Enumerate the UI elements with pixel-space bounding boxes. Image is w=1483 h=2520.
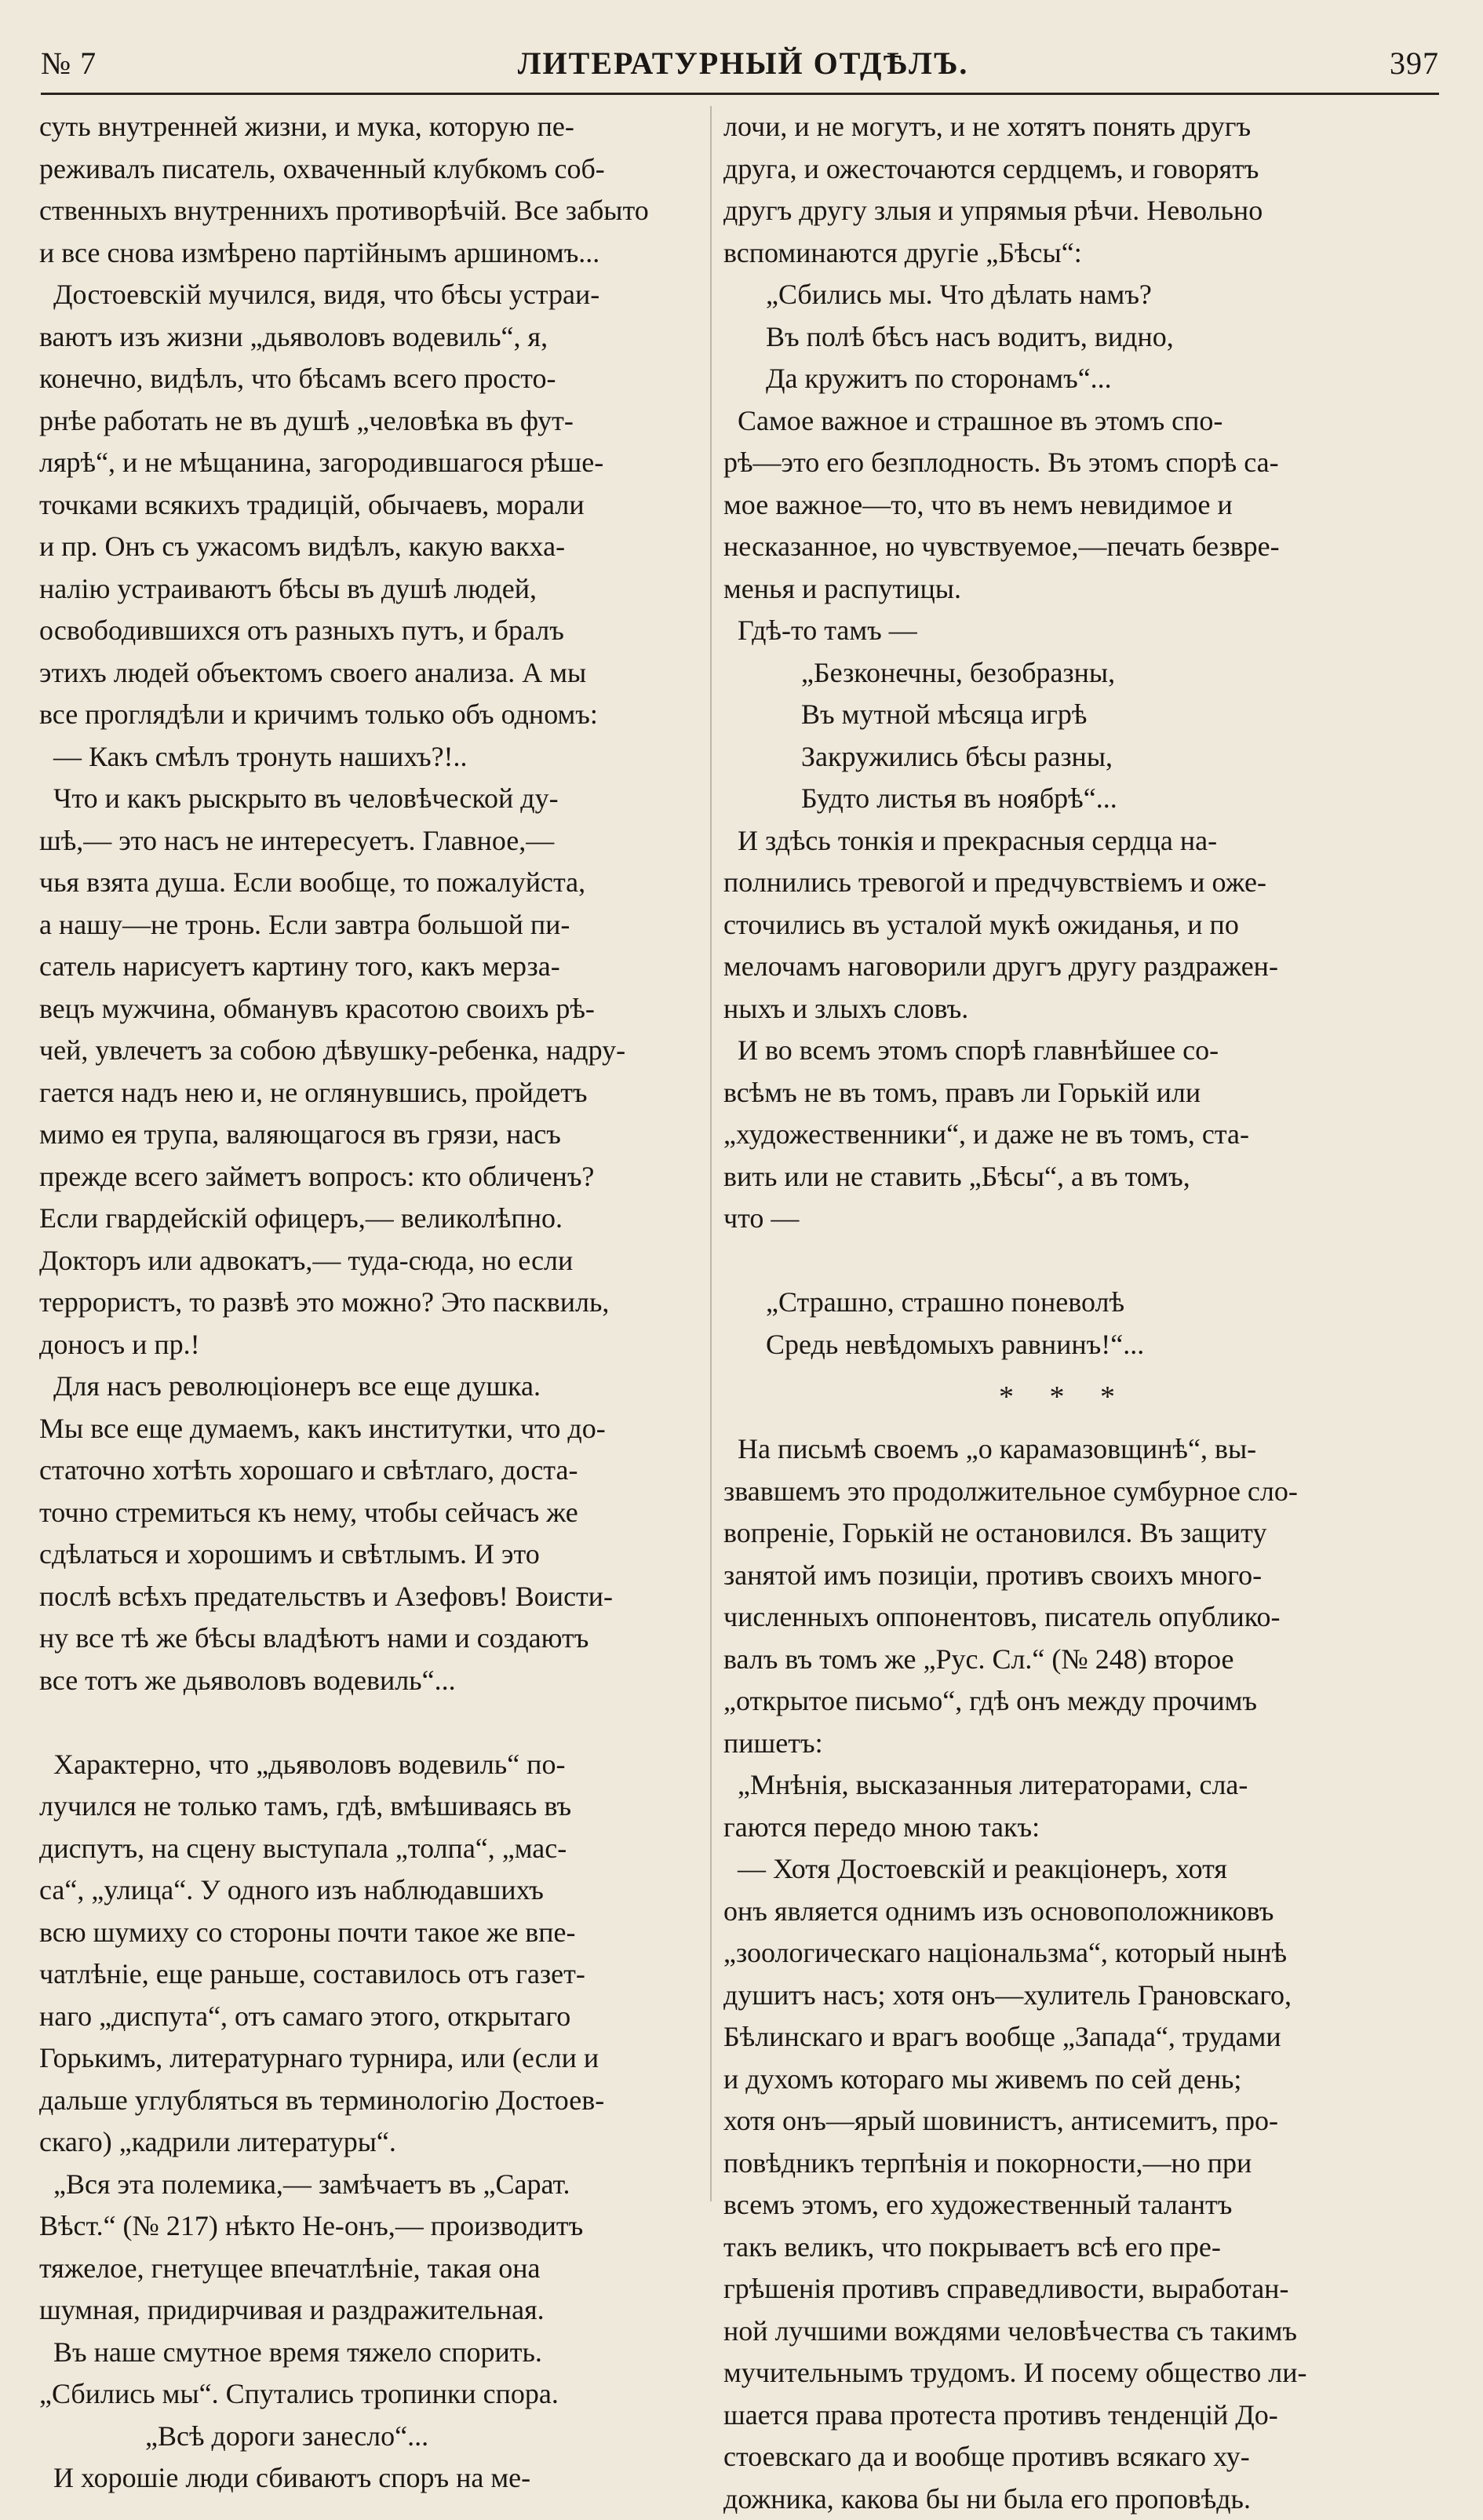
header-rule [41, 93, 1439, 95]
text-line: „Сбились мы“. Спутались тропинки спора. [39, 2373, 697, 2416]
right-column [723, 106, 1405, 2520]
text-line: террористъ, то развѣ это можно? Это пасквиль, [39, 1282, 697, 1324]
text-line: этихъ людей объектомъ своего анализа. А мы [39, 652, 697, 695]
text-line: „Всѣ дороги занесло“... [39, 2416, 697, 2458]
text-line: занятой имъ позиціи, противъ своихъ много- [723, 1555, 1405, 1597]
text-line: Мы все еще думаемъ, какъ институтки, что до- [39, 1408, 697, 1450]
text-line: точно стремиться къ нему, чтобы сейчасъ же [39, 1492, 697, 1534]
text-line: пишетъ: [723, 1723, 1405, 1765]
text-line: всемъ этомъ, его художественный талантъ [723, 2184, 1405, 2226]
text-line: ныхъ и злыхъ словъ. [723, 988, 1405, 1030]
text-line: гается надъ нею и, не оглянувшись, пройдетъ [39, 1072, 697, 1114]
text-line: хотя онъ—ярый шовинистъ, антисемитъ, про- [723, 2100, 1405, 2143]
text-line: дожника, какова бы ни была его проповѣдь. [723, 2478, 1405, 2520]
text-line: вспоминаются другіе „Бѣсы“: [723, 232, 1405, 275]
text-line: мимо ея трупа, валяющагося въ грязи, насъ [39, 1114, 697, 1156]
text-line: Для насъ революціонеръ все еще душка. [39, 1366, 697, 1408]
text-line: Что и какъ рыскрыто въ человѣческой ду- [39, 778, 697, 820]
text-line: такъ великъ, что покрываетъ всѣ его пре- [723, 2226, 1405, 2269]
text-line: И здѣсь тонкія и прекрасныя сердца на- [723, 820, 1405, 862]
column-divider [710, 106, 712, 2201]
text-line: чатлѣніе, еще раньше, составилось отъ газет- [39, 1953, 697, 1996]
right-column-bottom [723, 1428, 1405, 2520]
text-line: скаго) „кадрили литературы“. [39, 2121, 697, 2164]
text-line: „Сбились мы. Что дѣлать намъ? [723, 274, 1405, 316]
text-line: все проглядѣли и кричимъ только объ одномъ: [39, 694, 697, 736]
text-line: сатель нарисуетъ картину того, какъ мерза- [39, 946, 697, 988]
text-line: несказанное, но чувствуемое,—печать безвре- [723, 526, 1405, 568]
page-number: 397 [1390, 45, 1439, 82]
text-line: Да кружитъ по сторонамъ“... [723, 358, 1405, 400]
text-line: статочно хотѣть хорошаго и свѣтлаго, доста- [39, 1450, 697, 1492]
text-line: ной лучшими вождями человѣчества съ такимъ [723, 2310, 1405, 2353]
text-line: рнѣе работать не въ душѣ „человѣка въ фут- [39, 400, 697, 443]
right-column-top [723, 106, 1405, 1366]
text-line: На письмѣ своемъ „о карамазовщинѣ“, вы- [723, 1428, 1405, 1471]
text-line: „Страшно, страшно поневолѣ [723, 1282, 1405, 1324]
text-line: реживалъ писатель, охваченный клубкомъ соб- [39, 148, 697, 191]
section-separator: * * * [723, 1366, 1405, 1428]
text-line: Закружились бѣсы разны, [723, 736, 1405, 779]
text-line: суть внутренней жизни, и мука, которую пе- [39, 106, 697, 148]
text-line: Въ наше смутное время тяжело спорить. [39, 2332, 697, 2374]
text-line: Горькимъ, литературнаго турнира, или (если и [39, 2037, 697, 2080]
text-line: налію устраиваютъ бѣсы въ душѣ людей, [39, 568, 697, 611]
text-line: Гдѣ-то тамъ — [723, 610, 1405, 652]
text-line: другъ другу злыя и упрямыя рѣчи. Невольно [723, 190, 1405, 232]
text-line: онъ является однимъ изъ основоположниковъ [723, 1891, 1405, 1933]
text-line: сдѣлаться и хорошимъ и свѣтлымъ. И это [39, 1534, 697, 1576]
text-line: Въ полѣ бѣсъ насъ водитъ, видно, [723, 316, 1405, 359]
issue-number: № 7 [41, 45, 97, 82]
text-line: мучительнымъ трудомъ. И посему общество ли- [723, 2352, 1405, 2394]
text-line: — Хотя Достоевскій и реакціонеръ, хотя [723, 1848, 1405, 1891]
text-line: вецъ мужчина, обманувъ красотою своихъ рѣ- [39, 988, 697, 1030]
running-header [41, 39, 1439, 86]
left-column [39, 106, 697, 2500]
text-line: „зоологическаго національзма“, который нынѣ [723, 1932, 1405, 1975]
text-line: полнились тревогой и предчувствіемъ и оже- [723, 862, 1405, 904]
text-line: стоевскаго да и вообще противъ всякаго ху- [723, 2436, 1405, 2478]
text-line: Будто листья въ ноябрѣ“... [723, 778, 1405, 820]
text-line: лярѣ“, и не мѣщанина, загородившагося рѣше- [39, 442, 697, 484]
text-line: шается права протеста противъ тенденцій До- [723, 2394, 1405, 2437]
text-line: гаются передо мною такъ: [723, 1807, 1405, 1849]
text-line: „художественники“, и даже не въ томъ, ста- [723, 1114, 1405, 1156]
text-line: и пр. Онъ съ ужасомъ видѣлъ, какую вакха- [39, 526, 697, 568]
text-line: Бѣлинскаго и врагъ вообще „Запада“, трудами [723, 2016, 1405, 2059]
text-line: „Безконечны, безобразны, [723, 652, 1405, 695]
text-line: Докторъ или адвокатъ,— туда-сюда, но если [39, 1240, 697, 1282]
text-line: повѣдникъ терпѣнія и покорности,—но при [723, 2143, 1405, 2185]
text-line: И во всемъ этомъ спорѣ главнѣйшее со- [723, 1030, 1405, 1072]
text-line: а нашу—не тронь. Если завтра большой пи- [39, 904, 697, 946]
text-line: рѣ—это его безплодность. Въ этомъ спорѣ са- [723, 442, 1405, 484]
text-line: Въ мутной мѣсяца игрѣ [723, 694, 1405, 736]
text-line: грѣшенія противъ справедливости, выработан- [723, 2268, 1405, 2310]
text-line: мое важное—то, что въ немъ невидимое и [723, 484, 1405, 527]
text-line: душитъ насъ; хотя онъ—хулитель Грановскаго, [723, 1975, 1405, 2017]
text-line: точками всякихъ традицій, обычаевъ, морали [39, 484, 697, 527]
text-line: шумная, придирчивая и раздражительная. [39, 2289, 697, 2332]
text-line: Если гвардейскій офицеръ,— великолѣпно. [39, 1198, 697, 1240]
text-line: Самое важное и страшное въ этомъ спо- [723, 400, 1405, 443]
text-line: „Мнѣнія, высказанныя литераторами, сла- [723, 1764, 1405, 1807]
text-line: сточились въ усталой мукѣ ожиданья, и по [723, 904, 1405, 946]
text-line: вить или не ставить „Бѣсы“, а въ томъ, [723, 1156, 1405, 1198]
text-line: „Вся эта полемика,— замѣчаетъ въ „Сарат. [39, 2164, 697, 2206]
text-line: и все снова измѣрено партійнымъ аршиномъ... [39, 232, 697, 275]
text-line: вопреніе, Горькій не остановился. Въ защиту [723, 1512, 1405, 1555]
text-line: Достоевскій мучился, видя, что бѣсы устраи- [39, 274, 697, 316]
text-line [723, 1240, 1405, 1282]
section-title: ЛИТЕРАТУРНЫЙ ОТДѢЛЪ. [518, 45, 969, 82]
text-line: тяжелое, гнетущее впечатлѣніе, такая она [39, 2248, 697, 2290]
text-line: ну все тѣ же бѣсы владѣютъ нами и создаютъ [39, 1617, 697, 1660]
text-line: численныхъ оппонентовъ, писатель опублико- [723, 1596, 1405, 1639]
text-line: Средь невѣдомыхъ равнинъ!“... [723, 1324, 1405, 1366]
text-line: И хорошіе люди сбиваютъ споръ на ме- [39, 2457, 697, 2500]
text-line: освободившихся отъ разныхъ путъ, и бралъ [39, 610, 697, 652]
text-line: ваютъ изъ жизни „дьяволовъ водевиль“, я, [39, 316, 697, 359]
text-line: послѣ всѣхъ предательствъ и Азефовъ! Воисти- [39, 1576, 697, 1618]
text-line: мелочамъ наговорили другъ другу раздражен- [723, 946, 1405, 988]
text-line: ственныхъ внутреннихъ противорѣчій. Все забыто [39, 190, 697, 232]
text-line: прежде всего займетъ вопросъ: кто обличенъ? [39, 1156, 697, 1198]
text-line: наго „диспута“, отъ самаго этого, открытаго [39, 1996, 697, 2038]
text-line: Характерно, что „дьяволовъ водевиль“ по- [39, 1744, 697, 1786]
text-line: са“, „улица“. У одного изъ наблюдавшихъ [39, 1869, 697, 1912]
text-line: лучился не только тамъ, гдѣ, вмѣшиваясь въ [39, 1785, 697, 1828]
text-line: чья взята душа. Если вообще, то пожалуйста, [39, 862, 697, 904]
text-line: что — [723, 1198, 1405, 1240]
text-line: чей, увлечетъ за собою дѣвушку-ребенка, надру- [39, 1030, 697, 1072]
text-line: — Какъ смѣлъ тронуть нашихъ?!.. [39, 736, 697, 779]
text-line [39, 1701, 697, 1744]
text-line: дальше углубляться въ терминологію Достоев- [39, 2080, 697, 2122]
text-line: валъ въ томъ же „Рус. Сл.“ (№ 248) второе [723, 1639, 1405, 1681]
text-line: конечно, видѣлъ, что бѣсамъ всего просто- [39, 358, 697, 400]
text-line: друга, и ожесточаются сердцемъ, и говорятъ [723, 148, 1405, 191]
text-line: диспутъ, на сцену выступала „толпа“, „мас- [39, 1828, 697, 1870]
text-line: „открытое письмо“, гдѣ онъ между прочимъ [723, 1680, 1405, 1723]
text-line: все тотъ же дьяволовъ водевиль“... [39, 1660, 697, 1702]
text-line: Вѣст.“ (№ 217) нѣкто Не-онъ,— производитъ [39, 2205, 697, 2248]
text-line: доносъ и пр.! [39, 1324, 697, 1366]
text-line: всѣмъ не въ томъ, правъ ли Горькій или [723, 1072, 1405, 1114]
text-line: менья и распутицы. [723, 568, 1405, 611]
text-line: и духомъ котораго мы живемъ по сей день; [723, 2059, 1405, 2101]
text-line: лочи, и не могутъ, и не хотятъ понять другъ [723, 106, 1405, 148]
text-line: шѣ,— это насъ не интересуетъ. Главное,— [39, 820, 697, 862]
text-line: звавшемъ это продолжительное сумбурное сло- [723, 1471, 1405, 1513]
text-line: всю шумиху со стороны почти такое же впе- [39, 1912, 697, 1954]
